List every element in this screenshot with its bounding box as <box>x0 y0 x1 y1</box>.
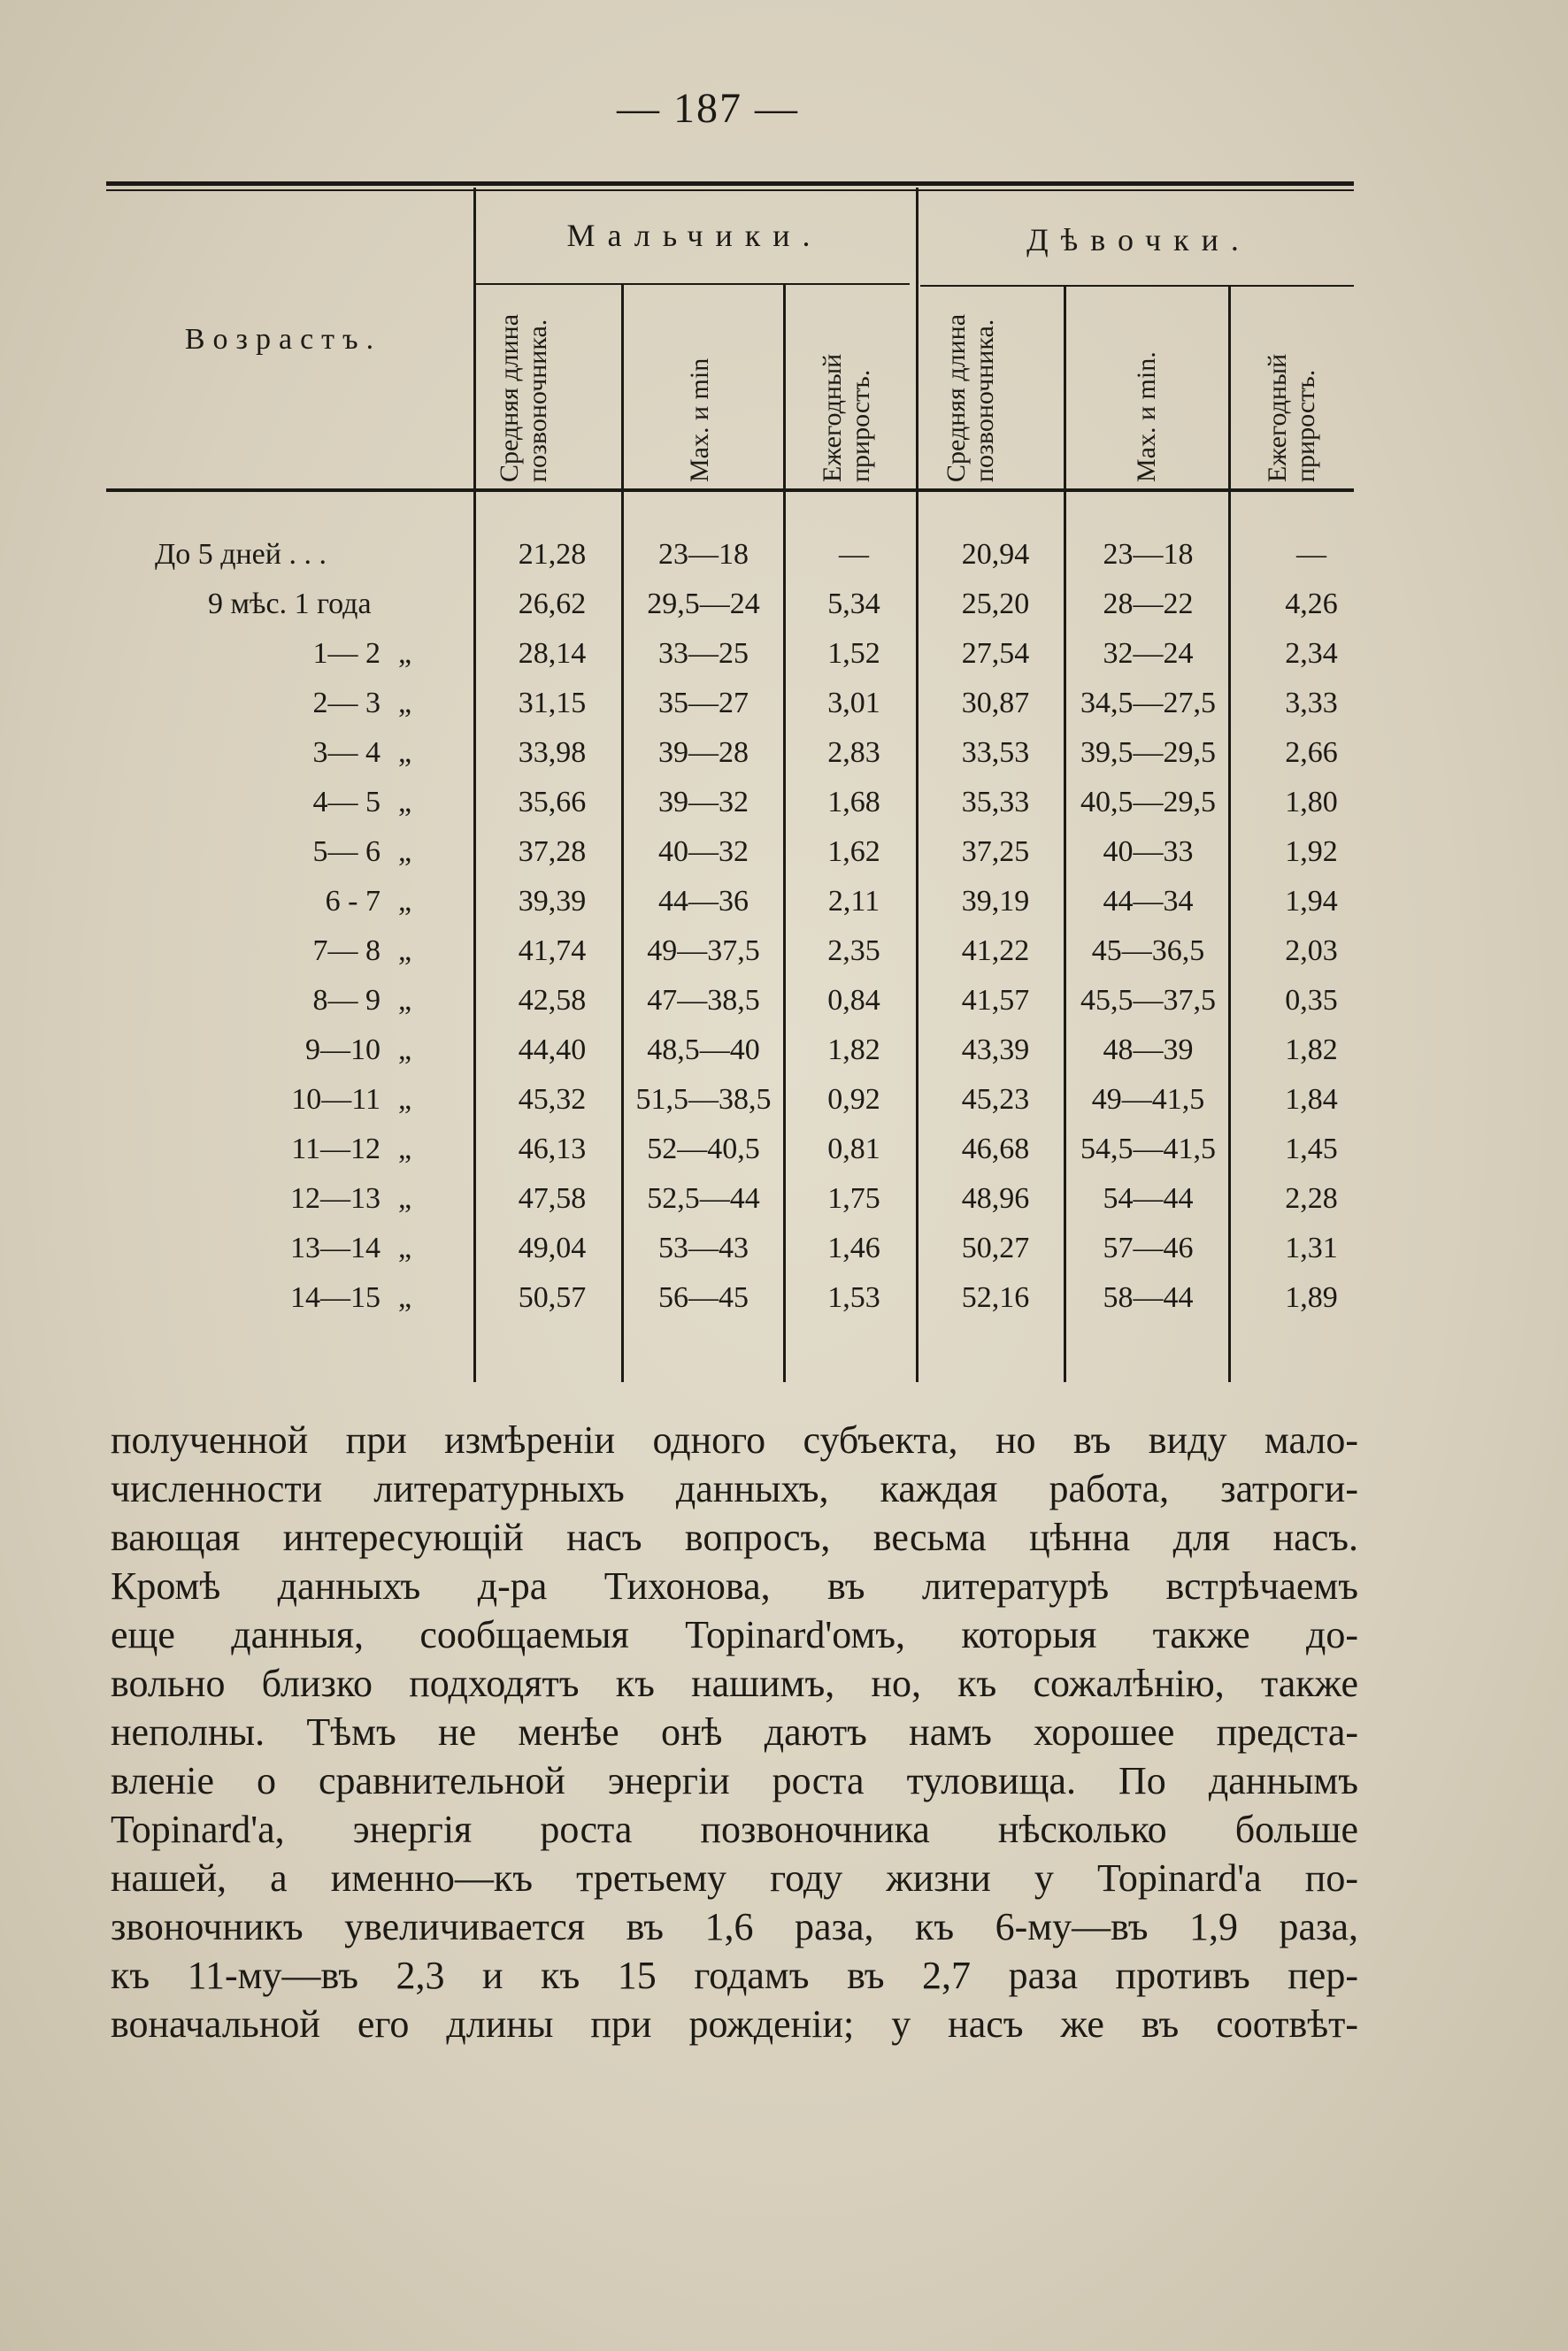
girls-increment-cell: 2,66 <box>1285 736 1338 769</box>
header-boys-avg-text: Средняя длина позвоночника. <box>495 313 552 482</box>
header-girls-increment-text: Ежегодный приростъ. <box>1263 353 1320 482</box>
age-label: 6 - 7 <box>325 885 380 918</box>
age-label: 4— 5 <box>312 786 380 818</box>
girls-increment-cell: 1,31 <box>1285 1232 1338 1264</box>
group-divider-boys <box>476 283 910 285</box>
girls-avg-cell: 35,33 <box>961 786 1030 818</box>
header-girls-maxmin-text: Max. и min. <box>1132 351 1161 482</box>
age-label: 7— 8 <box>312 934 380 967</box>
girls-maxmin-cell: 44—34 <box>1103 885 1194 918</box>
header-boys-increment-text: Ежегодный приростъ. <box>818 353 875 482</box>
age-label: 8— 9 <box>312 984 380 1017</box>
age-label: 10—11 <box>291 1083 380 1116</box>
age-header: Возрастъ. <box>184 323 382 356</box>
boys-maxmin-cell: 52—40,5 <box>647 1133 760 1165</box>
header-boys-maxmin-text: Max. и min <box>685 357 714 482</box>
boys-maxmin-cell: 23—18 <box>658 538 749 571</box>
boys-increment-cell: — <box>839 538 869 571</box>
boys-avg-cell: 21,28 <box>518 538 587 571</box>
boys-avg-cell: 46,13 <box>518 1133 587 1165</box>
ditto-mark: „ <box>398 637 412 670</box>
boys-maxmin-cell: 52,5—44 <box>647 1182 760 1215</box>
table-row <box>0 1133 1568 1182</box>
boys-avg-cell: 28,14 <box>518 637 587 670</box>
girls-increment-cell: 1,89 <box>1285 1281 1338 1314</box>
boys-avg-cell: 31,15 <box>518 687 587 719</box>
girls-maxmin-cell: 58—44 <box>1103 1281 1194 1314</box>
boys-increment-cell: 1,46 <box>827 1232 880 1264</box>
boys-maxmin-cell: 35—27 <box>658 687 749 719</box>
age-label: 13—14 <box>290 1232 380 1264</box>
girls-avg-cell: 37,25 <box>961 835 1030 868</box>
boys-avg-cell: 41,74 <box>518 934 587 967</box>
ditto-mark: „ <box>398 1033 412 1066</box>
girls-maxmin-cell: 28—22 <box>1103 588 1194 620</box>
boys-increment-cell: 5,34 <box>827 588 880 620</box>
age-label: 3— 4 <box>312 736 380 769</box>
ditto-mark: „ <box>398 1083 412 1116</box>
table-top-rule-thin <box>106 189 1354 191</box>
boys-maxmin-cell: 29,5—24 <box>647 588 760 620</box>
boys-increment-cell: 2,83 <box>827 736 880 769</box>
girls-avg-cell: 25,20 <box>961 588 1030 620</box>
girls-header: Дѣвочки. <box>1026 222 1251 257</box>
ditto-mark: „ <box>398 687 412 719</box>
girls-avg-cell: 30,87 <box>961 687 1030 719</box>
table-row <box>0 934 1568 984</box>
ditto-mark: „ <box>398 1281 412 1314</box>
boys-maxmin-cell: 51,5—38,5 <box>635 1083 772 1116</box>
girls-avg-cell: 33,53 <box>961 736 1030 769</box>
boys-maxmin-cell: 40—32 <box>658 835 749 868</box>
text-line: къ 11-му—въ 2,3 и къ 15 годамъ въ 2,7 раза противъ пер- <box>111 1954 1358 1997</box>
table-row <box>0 885 1568 934</box>
girls-avg-cell: 41,57 <box>961 984 1030 1017</box>
boys-maxmin-cell: 53—43 <box>658 1232 749 1264</box>
boys-maxmin-cell: 47—38,5 <box>647 984 760 1017</box>
text-line: нашей, а именно—къ третьему году жизни у Topinard'a по- <box>111 1856 1358 1900</box>
girls-avg-cell: 39,19 <box>961 885 1030 918</box>
ditto-mark: „ <box>398 885 412 918</box>
girls-avg-cell: 52,16 <box>961 1281 1030 1314</box>
text-line: полученной при измѣреніи одного субъекта, но въ виду мало- <box>111 1418 1358 1462</box>
boys-increment-cell: 0,84 <box>827 984 880 1017</box>
girls-increment-cell: 1,45 <box>1285 1133 1338 1165</box>
girls-maxmin-cell: 40—33 <box>1103 835 1194 868</box>
girls-increment-cell: 2,28 <box>1285 1182 1338 1215</box>
page-number: — 187 — <box>617 85 799 132</box>
boys-avg-cell: 49,04 <box>518 1232 587 1264</box>
age-label: 1— 2 <box>312 637 380 670</box>
girls-maxmin-cell: 48—39 <box>1103 1033 1194 1066</box>
boys-increment-cell: 1,52 <box>827 637 880 670</box>
boys-increment-cell: 1,62 <box>827 835 880 868</box>
girls-increment-cell: 3,33 <box>1285 687 1338 719</box>
table-row <box>0 984 1568 1033</box>
boys-avg-cell: 45,32 <box>518 1083 587 1116</box>
boys-avg-cell: 39,39 <box>518 885 587 918</box>
header-girls-avg-text: Средняя длина позвоночника. <box>942 313 999 482</box>
girls-maxmin-cell: 57—46 <box>1103 1232 1194 1264</box>
age-label: 11—12 <box>291 1133 380 1165</box>
girls-increment-cell: 1,92 <box>1285 835 1338 868</box>
girls-avg-cell: 45,23 <box>961 1083 1030 1116</box>
boys-maxmin-cell: 39—32 <box>658 786 749 818</box>
girls-avg-cell: 43,39 <box>961 1033 1030 1066</box>
girls-increment-cell: 1,94 <box>1285 885 1338 918</box>
girls-maxmin-cell: 32—24 <box>1103 637 1194 670</box>
girls-increment-cell: 0,35 <box>1285 984 1338 1017</box>
table-top-rule <box>106 181 1354 186</box>
age-label: 14—15 <box>290 1281 380 1314</box>
girls-avg-cell: 20,94 <box>961 538 1030 571</box>
text-line: численности литературныхъ данныхъ, каждая работа, затроги- <box>111 1467 1358 1510</box>
girls-maxmin-cell: 54,5—41,5 <box>1080 1133 1216 1165</box>
ditto-mark: „ <box>398 934 412 967</box>
ditto-mark: „ <box>398 1182 412 1215</box>
text-line: воначальной его длины при рожденіи; у насъ же въ соотвѣт- <box>111 2002 1358 2046</box>
boys-maxmin-cell: 44—36 <box>658 885 749 918</box>
girls-maxmin-cell: 23—18 <box>1103 538 1194 571</box>
text-line: вленіе о сравнительной энергіи роста туловища. По даннымъ <box>111 1759 1358 1802</box>
text-line: вающая интересующій насъ вопросъ, весьма цѣнна для насъ. <box>111 1516 1358 1559</box>
text-line: звоночникъ увеличивается въ 1,6 раза, къ 6-му—въ 1,9 раза, <box>111 1905 1358 1948</box>
table-row <box>0 538 1568 588</box>
girls-increment-cell: 2,03 <box>1285 934 1338 967</box>
boys-increment-cell: 0,92 <box>827 1083 880 1116</box>
girls-increment-cell: 1,84 <box>1285 1083 1338 1116</box>
boys-avg-cell: 42,58 <box>518 984 587 1017</box>
age-label: 9 мѣс. 1 года <box>208 588 372 620</box>
girls-maxmin-cell: 45—36,5 <box>1091 934 1205 967</box>
age-label: 5— 6 <box>312 835 380 868</box>
boys-increment-cell: 1,75 <box>827 1182 880 1215</box>
boys-maxmin-cell: 56—45 <box>658 1281 749 1314</box>
ditto-mark: „ <box>398 736 412 769</box>
girls-maxmin-cell: 45,5—37,5 <box>1080 984 1216 1017</box>
ditto-mark: „ <box>398 984 412 1017</box>
girls-avg-cell: 50,27 <box>961 1232 1030 1264</box>
table-row <box>0 1232 1568 1281</box>
girls-increment-cell: 4,26 <box>1285 588 1338 620</box>
age-label: До 5 дней . . . <box>155 538 327 571</box>
girls-increment-cell: — <box>1296 538 1326 571</box>
girls-maxmin-cell: 49—41,5 <box>1091 1083 1205 1116</box>
text-line: Topinard'a, энергія роста позвоночника нѣсколько больше <box>111 1808 1358 1851</box>
boys-avg-cell: 26,62 <box>518 588 587 620</box>
girls-maxmin-cell: 54—44 <box>1103 1182 1194 1215</box>
table-row <box>0 736 1568 786</box>
age-label: 9—10 <box>305 1033 380 1066</box>
girls-avg-cell: 27,54 <box>961 637 1030 670</box>
ditto-mark: „ <box>398 786 412 818</box>
ditto-mark: „ <box>398 835 412 868</box>
boys-avg-cell: 47,58 <box>518 1182 587 1215</box>
girls-avg-cell: 48,96 <box>961 1182 1030 1215</box>
girls-maxmin-cell: 39,5—29,5 <box>1080 736 1216 769</box>
group-divider-girls <box>920 285 1354 287</box>
body-text <box>111 1416 1358 2048</box>
girls-increment-cell: 2,34 <box>1285 637 1338 670</box>
table-row <box>0 637 1568 687</box>
table-row <box>0 1033 1568 1083</box>
ditto-mark: „ <box>398 1133 412 1165</box>
girls-maxmin-cell: 34,5—27,5 <box>1080 687 1216 719</box>
table-row <box>0 786 1568 835</box>
table-row <box>0 1182 1568 1232</box>
boys-maxmin-cell: 48,5—40 <box>647 1033 760 1066</box>
boys-header: Мальчики. <box>566 218 823 253</box>
boys-increment-cell: 1,68 <box>827 786 880 818</box>
boys-avg-cell: 35,66 <box>518 786 587 818</box>
boys-increment-cell: 2,35 <box>827 934 880 967</box>
text-line: неполны. Тѣмъ не менѣе онѣ даютъ намъ хорошее предста- <box>111 1710 1358 1754</box>
table-row <box>0 588 1568 637</box>
text-line: еще данныя, сообщаемыя Topinard'омъ, которыя также до- <box>111 1613 1358 1656</box>
table-row <box>0 1083 1568 1133</box>
girls-maxmin-cell: 40,5—29,5 <box>1080 786 1216 818</box>
boys-avg-cell: 44,40 <box>518 1033 587 1066</box>
boys-avg-cell: 33,98 <box>518 736 587 769</box>
boys-increment-cell: 1,82 <box>827 1033 880 1066</box>
boys-increment-cell: 3,01 <box>827 687 880 719</box>
text-line: вольно близко подходятъ къ нашимъ, но, къ сожалѣнію, также <box>111 1662 1358 1705</box>
boys-avg-cell: 37,28 <box>518 835 587 868</box>
text-line: Кромѣ данныхъ д-ра Тихонова, въ литературѣ встрѣчаемъ <box>111 1564 1358 1608</box>
boys-increment-cell: 0,81 <box>827 1133 880 1165</box>
header-bottom-rule <box>106 488 1354 492</box>
boys-maxmin-cell: 49—37,5 <box>647 934 760 967</box>
boys-increment-cell: 1,53 <box>827 1281 880 1314</box>
boys-maxmin-cell: 39—28 <box>658 736 749 769</box>
boys-increment-cell: 2,11 <box>827 885 880 918</box>
age-label: 2— 3 <box>312 687 380 719</box>
girls-increment-cell: 1,80 <box>1285 786 1338 818</box>
boys-maxmin-cell: 33—25 <box>658 637 749 670</box>
table-row <box>0 1281 1568 1331</box>
girls-increment-cell: 1,82 <box>1285 1033 1338 1066</box>
girls-avg-cell: 41,22 <box>961 934 1030 967</box>
table-row <box>0 687 1568 736</box>
table-row <box>0 835 1568 885</box>
age-label: 12—13 <box>290 1182 380 1215</box>
boys-avg-cell: 50,57 <box>518 1281 587 1314</box>
girls-avg-cell: 46,68 <box>961 1133 1030 1165</box>
ditto-mark: „ <box>398 1232 412 1264</box>
